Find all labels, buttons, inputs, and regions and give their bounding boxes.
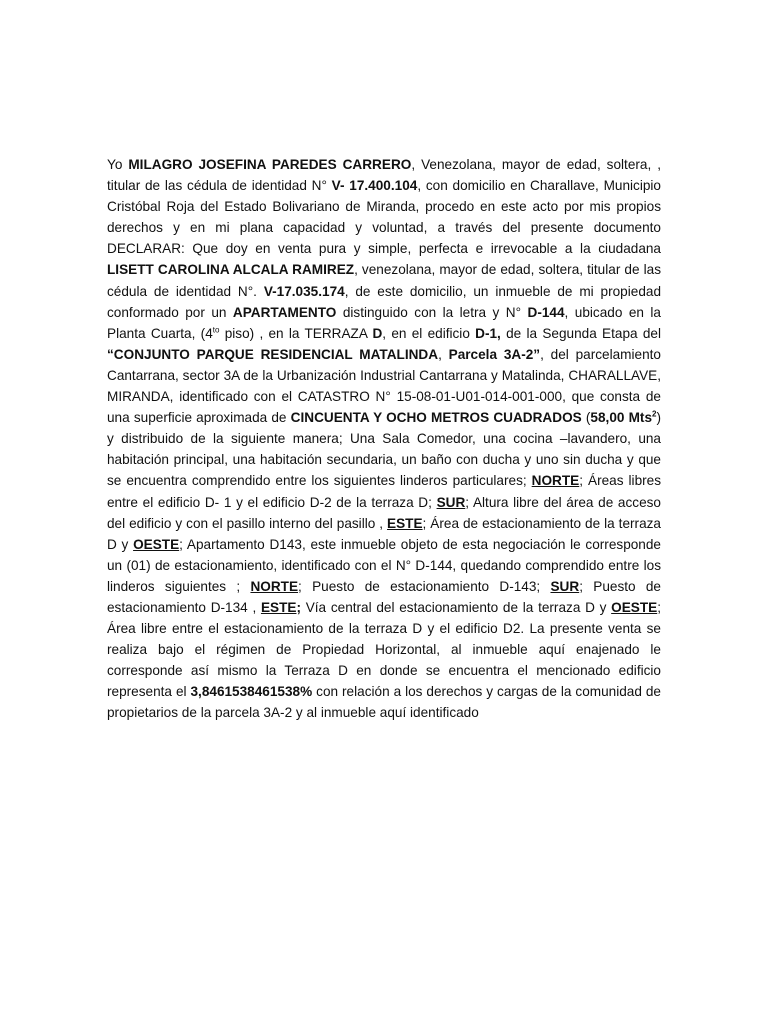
emphasized-text-run: D [372,325,383,341]
text-run: to [212,325,220,335]
emphasized-text-run: “CONJUNTO PARQUE RESIDENCIAL MATALINDA [107,346,439,362]
emphasized-text-run: MILAGRO JOSEFINA PAREDES CARRERO [128,157,412,172]
emphasized-text-run: OESTE [133,536,180,552]
emphasized-text-run: APARTAMENTO [232,304,337,320]
text-run: , ubicado en la Planta Cuarta, (4 [107,304,661,341]
emphasized-text-run: SUR [436,494,466,510]
text-run: ; Puesto de estacionamiento D-143; [298,578,551,594]
text-run: , venezolana, mayor de edad, soltera, titular de las cédula de identidad N°. [107,262,661,299]
emphasized-text-run: ESTE [387,515,423,531]
text-run: , con domicilio en Charallave, Municipio Cristóbal Roja del Estado Bolivariano de Miranda, procedo en este acto por mis propios derechos y en mi plana capacidad y voluntad, a través del presente documento DECLARAR: Que doy en venta pura y simple, perfecta e irrevocable a la ciudadana [107,178,661,257]
text-run: ; Área de estacionamiento de la terraza D y [107,515,661,552]
emphasized-text-run: ; [296,599,306,615]
text-run: ; Altura libre del área de acceso del edificio y con el pasillo interno del pasillo , [107,494,661,531]
text-run: , [438,346,449,362]
emphasized-text-run: Parcela 3A-2” [448,346,541,362]
text-run: ) y distribuido de la siguiente manera; Una Sala Comedor, una cocina –lavandero, una habitación principal, una habitación secundaria, un baño con ducha y uno sin ducha y que se encuentra comprendido entre los siguientes linderos particulares; [107,410,661,489]
emphasized-text-run: NORTE [250,578,299,594]
text-run: , Venezolana, mayor de edad, soltera, , titular de las cédula de identidad N° [107,157,661,194]
text-run: , del parcelamiento Cantarrana, sector 3A de la Urbanización Industrial Cantarrana y Matalinda, CHARALLAVE, MIRANDA, identificado con el CATASTRO N° 15-08-01-U01-014-001-000, que consta de una superficie aproximada de [107,346,661,426]
emphasized-text-run: CINCUENTA Y OCHO METROS CUADRADOS [290,410,582,426]
text-run: ; Áreas libres entre el edificio D- 1 y el edificio D-2 de la terraza D; [107,473,662,510]
emphasized-text-run: SUR [550,578,580,594]
text-run: Vía central del estacionamiento de la terraza D y [305,599,612,615]
emphasized-text-run: 3,8461538461538% [190,684,313,700]
text-run: piso) , en la TERRAZA [219,325,373,341]
text-run: ; Área libre entre el estacionamiento de la terraza D y el edificio D2. La presente venta se realiza bajo el régimen de Propiedad Horizontal, al inmueble aquí enajenado le corresponde así mismo la Terraza D en donde se encuentra el mencionado edificio representa el [107,599,661,700]
document-body-paragraph [107,154,661,724]
emphasized-text-run: 2 [652,409,657,419]
text-run: ; Puesto de estacionamiento D-134 , [107,578,661,615]
text-run: ; Apartamento D143, este inmueble objeto de esta negociación le corresponde un (01) de estacionamiento, identificado con el N° D-144, quedando comprendido entre los linderos siguientes ; [107,536,661,594]
text-run: distinguido con la letra y N° [336,304,528,320]
text-run: , en el edificio [382,325,476,341]
emphasized-text-run: OESTE [611,599,658,615]
emphasized-text-run: V-17.035.174 [263,283,345,299]
emphasized-text-run: ESTE [260,599,297,615]
text-run: con relación a los derechos y cargas de la comunidad de propietarios de la parcela 3A-2 y al inmueble aquí identificado [107,684,661,721]
emphasized-text-run: NORTE [531,473,580,489]
text-run: , de este domicilio, un inmueble de mi propiedad conformado por un [107,283,661,320]
emphasized-text-run: D-1, [475,325,501,341]
text-run: Yo [107,157,129,172]
emphasized-text-run: D-144 [527,304,565,320]
emphasized-text-run: 58,00 Mts [590,410,653,426]
emphasized-text-run: LISETT CAROLINA ALCALA RAMIREZ [107,262,355,278]
text-run: de la Segunda Etapa del [500,325,661,341]
text-run: ( [581,410,591,426]
emphasized-text-run: V- 17.400.104 [331,178,418,194]
